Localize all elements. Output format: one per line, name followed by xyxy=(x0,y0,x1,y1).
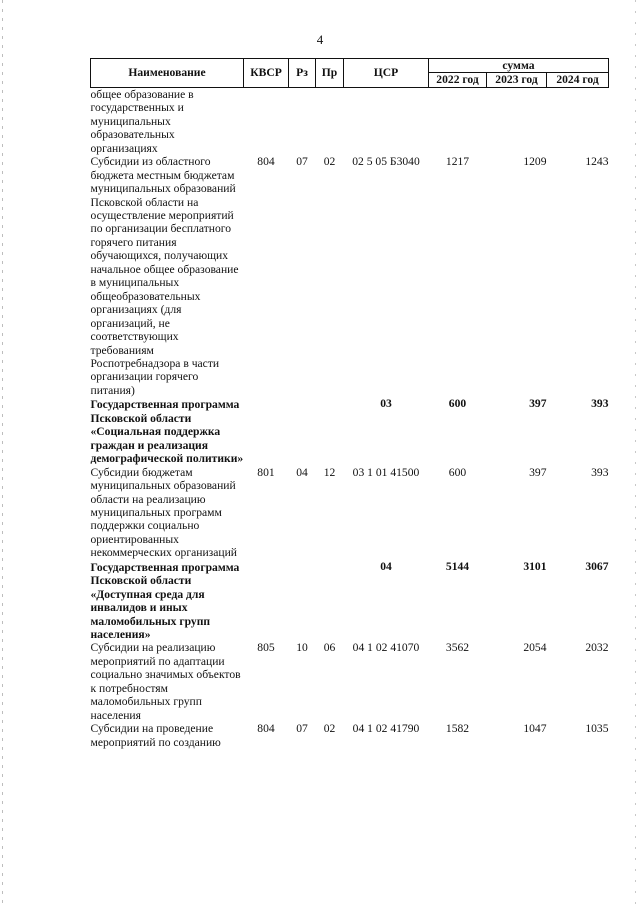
row-kvsr: 804 xyxy=(257,155,275,169)
row-2022: 5144 xyxy=(445,559,470,573)
row-kvsr xyxy=(244,87,289,155)
row-rz: 07 xyxy=(296,722,308,736)
row-rz: 04 xyxy=(296,465,308,479)
row-name: Государственная программа Псковской области «Социальная поддержка граждан и реализация демографической политики» xyxy=(90,398,244,466)
row-rz: 07 xyxy=(296,155,308,169)
row-name: Субсидии из областного бюджета местным бюджетам муниципальных образований Псковской области на осуществление мероприятий по организации бесплатного горячего питания обучающихся, получающих начальное общее образование в муниципальных общеобразовательных организациях (для организаций, не соответствующих требованиям Роспотребнадзора в части организации горячего питания) xyxy=(90,155,239,397)
row-pr xyxy=(316,397,344,465)
header-kvsr: КВСР xyxy=(244,59,289,88)
row-rz xyxy=(289,87,316,155)
scan-edge-right xyxy=(635,0,636,905)
row-csr: 04 xyxy=(380,559,392,573)
row-2023: 1209 xyxy=(523,155,547,169)
row-csr: 03 xyxy=(380,397,392,411)
row-kvsr xyxy=(244,397,289,465)
header-year-2022: 2022 год xyxy=(429,73,487,87)
header-year-2024: 2024 год xyxy=(547,73,609,87)
row-kvsr xyxy=(244,560,289,642)
row-2023: 2054 xyxy=(523,641,547,655)
row-2024 xyxy=(547,87,609,155)
row-rz xyxy=(289,560,316,642)
row-2024: 2032 xyxy=(585,641,609,655)
table-row-program xyxy=(91,560,609,642)
row-kvsr: 804 xyxy=(257,722,275,736)
row-pr xyxy=(316,560,344,642)
row-2023: 1047 xyxy=(523,722,547,736)
header-sum: сумма xyxy=(429,59,609,73)
row-pr: 12 xyxy=(323,465,336,479)
scan-edge-left xyxy=(2,0,3,905)
row-2022: 1582 xyxy=(445,722,470,736)
table-row xyxy=(91,466,609,560)
row-pr: 02 xyxy=(323,155,336,169)
row-csr: 03 1 01 41500 xyxy=(352,465,420,479)
table-row xyxy=(91,155,609,397)
budget-table xyxy=(90,58,609,749)
row-csr: 02 5 05 Б3040 xyxy=(352,155,420,169)
row-pr: 06 xyxy=(323,641,336,655)
row-2022 xyxy=(429,87,487,155)
row-name: Субсидии бюджетам муниципальных образований области на реализацию муниципальных программ поддержки социально ориентированных некоммерческих организаций xyxy=(90,465,237,560)
row-csr xyxy=(344,87,429,155)
row-pr xyxy=(316,87,344,155)
row-2023: 397 xyxy=(529,465,547,479)
row-2022: 600 xyxy=(448,465,467,479)
header-rz: Рз xyxy=(289,59,316,88)
row-kvsr: 801 xyxy=(257,465,275,479)
row-2023 xyxy=(487,87,547,155)
row-2024: 1243 xyxy=(585,155,609,169)
header-name: Наименование xyxy=(91,59,244,88)
page-number: 4 xyxy=(316,32,324,47)
table-row xyxy=(91,722,609,749)
row-2024: 1035 xyxy=(585,722,609,736)
row-2022: 1217 xyxy=(445,155,470,169)
row-name: Субсидии на проведение мероприятий по созданию xyxy=(90,722,221,749)
row-name: Государственная программа Псковской области «Доступная среда для инвалидов и иных маломобильных групп населения» xyxy=(90,560,240,642)
table-row xyxy=(91,87,609,155)
row-2024: 3067 xyxy=(585,559,609,573)
table-row-program xyxy=(91,397,609,465)
header-csr: ЦСР xyxy=(344,59,429,88)
row-kvsr: 805 xyxy=(257,641,275,655)
row-2024: 393 xyxy=(591,397,609,411)
table-row xyxy=(91,641,609,722)
table-header-row xyxy=(91,59,609,73)
row-name: общее образование в государственных и муниципальных образовательных организациях xyxy=(90,87,194,155)
row-csr: 04 1 02 41790 xyxy=(352,722,420,736)
row-name: Субсидии на реализацию мероприятий по адаптации социально значимых объектов к потребностям маломобильных групп населения xyxy=(90,641,241,722)
header-pr: Пр xyxy=(316,59,344,88)
row-2022: 3562 xyxy=(445,641,470,655)
row-csr: 04 1 02 41070 xyxy=(352,641,420,655)
row-2023: 397 xyxy=(529,397,547,411)
row-2022: 600 xyxy=(448,397,467,411)
header-year-2023: 2023 год xyxy=(487,73,547,87)
row-rz xyxy=(289,397,316,465)
row-2023: 3101 xyxy=(523,559,547,573)
row-pr: 02 xyxy=(323,722,336,736)
row-rz: 10 xyxy=(296,641,308,655)
row-2024: 393 xyxy=(591,465,609,479)
